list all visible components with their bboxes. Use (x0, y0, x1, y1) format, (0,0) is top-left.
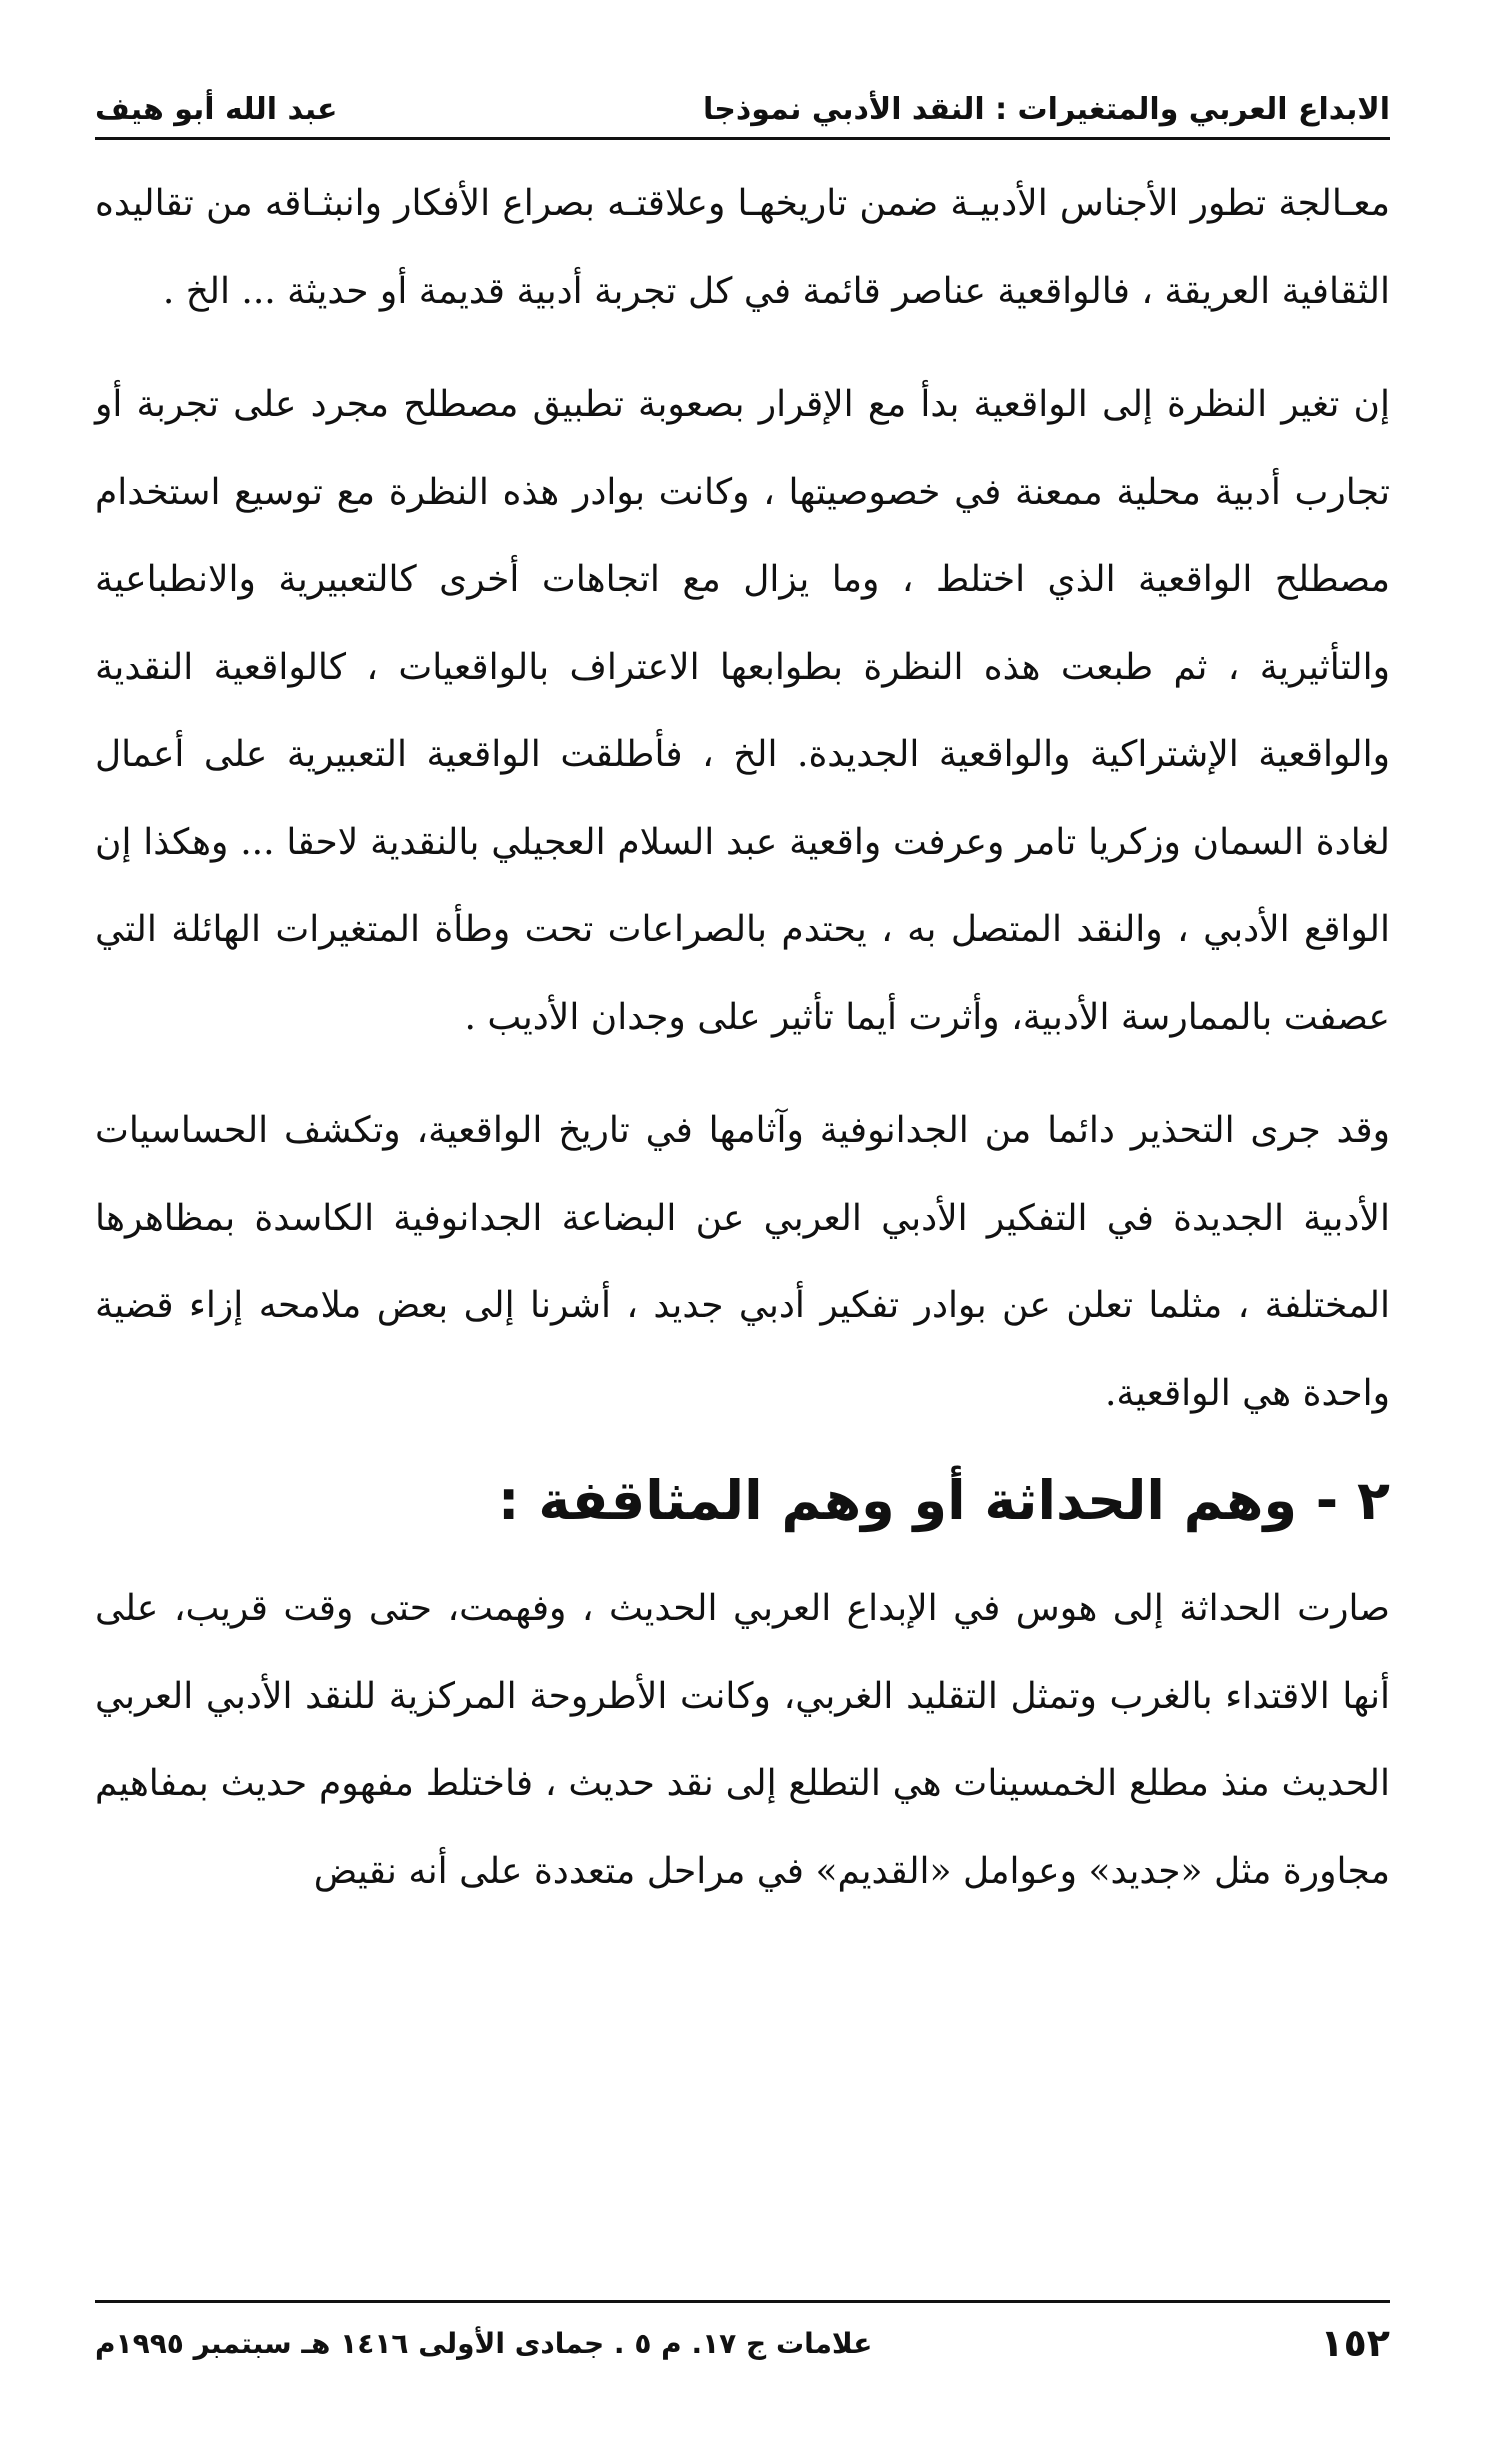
paragraph-1: معـالجة تطور الأجناس الأدبيـة ضمن تاريخهـا وعلاقتـه بصراع الأفكار وانبثـاقه من تقاليده الثقافية العريقة ، فالواقعية عناصر قائمة في كل تجربة أدبية قديمة أو حديثة ... الخ . (95, 183, 1390, 312)
page-body (95, 160, 1390, 1915)
paragraph-3: وقد جرى التحذير دائما من الجدانوفية وآثامها في تاريخ الواقعية، وتكشف الحساسيات الأدبية الجديدة في التفكير الأدبي العربي عن البضاعة الجدانوفية الكاسدة بمظاهرها المختلفة ، مثلما تعلن عن بوادر تفكير أدبي جديد ، أشرنا إلى بعض ملامحه إزاء قضية واحدة هي الواقعية. (95, 1110, 1390, 1414)
section-heading: ٢ - وهم الحداثة أو وهم المثاقفة : (497, 1469, 1390, 1532)
header-author: عبد الله أبو هيف (95, 92, 338, 127)
section-paragraph: صارت الحداثة إلى هوس في الإبداع العربي الحديث ، وفهمت، حتى وقت قريب، على أنها الاقتداء بالغرب وتمثل التقليد الغربي، وكانت الأطروحة المركزية للنقد الأدبي العربي الحديث منذ مطلع الخمسينات هي التطلع إلى نقد حديث ، فاختلط مفهوم حديث بمفاهيم مجاورة مثل «جديد» وعوامل «القديم» في مراحل متعددة على أنه نقيض (95, 1588, 1390, 1892)
journal-citation: علامات ج ١٧. م ٥ . جمادى الأولى ١٤١٦ هـ سبتمبر ١٩٩٥م (95, 2326, 873, 2360)
page-footer (95, 2300, 1390, 2365)
page-number: ١٥٢ (1320, 2321, 1390, 2365)
header-title: الابداع العربي والمتغيرات : النقد الأدبي نموذجا (702, 92, 1390, 127)
paragraph-2: إن تغير النظرة إلى الواقعية بدأ مع الإقرار بصعوبة تطبيق مصطلح مجرد على تجربة أو تجارب أدبية محلية ممعنة في خصوصيتها ، وكانت بوادر هذه النظرة مع توسيع استخدام مصطلح الواقعية الذي اختلط ، وما يزال مع اتجاهات أخرى كالتعبيرية والانطباعية والتأثيرية ، ثم طبعت هذه النظرة بطوابعها الاعتراف بالواقعيات ، كالواقعية النقدية والواقعية الإشتراكية والواقعية الجديدة. الخ ، فأطلقت الواقعية التعبيرية على أعمال لغادة السمان وزكريا تامر وعرفت واقعية عبد السلام العجيلي بالنقدية لاحقا ... وهكذا إن الواقع الأدبي ، والنقد المتصل به ، يحتدم بالصراعات تحت وطأة المتغيرات الهائلة التي عصفت بالممارسة الأدبية، وأثرت أيما تأثير على وجدان الأديب . (95, 384, 1390, 1038)
running-header (95, 70, 1390, 140)
